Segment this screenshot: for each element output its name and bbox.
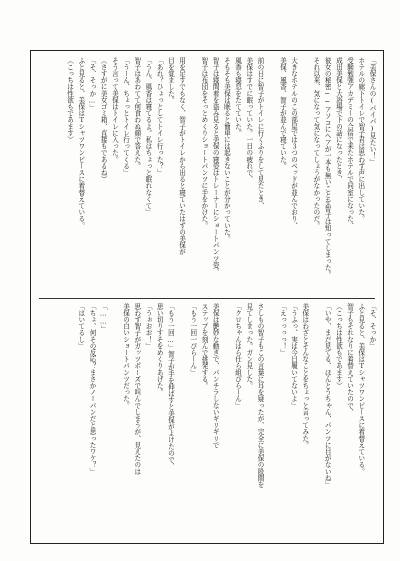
lower-text-line: 「えっっっっ！」 <box>278 303 287 356</box>
upper-text-line: （さすがに美女ゴミ箱、直接もであるね） <box>99 57 108 183</box>
upper-text-line: ふと見ると、美保はＴシャツワンピースに着替えている。 <box>76 57 85 229</box>
lower-text-line: 「うぉおお！」 <box>144 303 152 350</box>
upper-text-line: 「そ、そっか…」 <box>87 57 96 112</box>
upper-text-line: 美保はすでに眠っていた。一日の疲れで、 <box>244 57 253 183</box>
lower-text-line <box>175 303 186 539</box>
upper-text-line: 「うーん、ちょっとトイレ行ってくる」 <box>121 57 130 176</box>
upper-text-line: 受験勉強アカデミーの合宿で来たホテルで同室になった、 <box>345 57 354 229</box>
upper-text-line: 智子は布団をそっとめくりショートパンツに手をかけた。 <box>199 57 208 229</box>
lower-text-line: 「そ、そっか」 <box>368 303 376 350</box>
upper-text-line: それ以来、気になって気になってしょうがなかったのだ。 <box>311 57 320 229</box>
upper-text-line: ホテルの廊下トイレで智子君は思わず声に出していた。 <box>356 57 365 222</box>
section-divider <box>39 298 375 299</box>
lower-text-line: 思い切りすそをめくりあげた。 <box>155 303 164 396</box>
text-block-lower <box>37 303 377 539</box>
lower-text-line <box>108 303 119 539</box>
upper-text-line: 「美保さんの(パイパ)見たい！」 <box>368 57 376 166</box>
lower-text-line: ふと見ると、美保はＴシャツワンピースに着替えている。 <box>356 303 365 475</box>
lower-text-line: ステップを刻んで挑発する。 <box>200 303 208 389</box>
upper-text-line: 「うん、風香は寝てるよ。私はちょっと眠れなくて」 <box>143 57 152 216</box>
upper-text-line: 智子はあわてて何食わぬ顔で答えた。 <box>132 57 141 170</box>
lower-text-line <box>265 303 276 539</box>
upper-text-line: 前の日に智子がトイレに行くふりをして見たとき、 <box>256 57 264 209</box>
upper-text-line: 「あれ？ひょっとしてトイレ行った？」 <box>155 57 164 176</box>
lower-text-line <box>310 303 321 539</box>
lower-text-line: 美保は艶妙な動きで、パンチラしないギリギリで <box>211 303 220 449</box>
lower-text-line <box>220 303 231 539</box>
lower-text-line: 「もう一回一ぴらーん」 <box>188 303 197 376</box>
upper-text-line <box>299 57 310 295</box>
lower-text-line: 見てしまった。ガン見した。 <box>244 303 253 389</box>
upper-text-line: 風香も寝息をたてていた。 <box>233 57 242 137</box>
text-block-upper <box>37 57 377 295</box>
lower-text-line: 「……」 <box>99 303 108 333</box>
upper-text-line: （こっちは性欲もであます） <box>65 57 74 143</box>
upper-text-line: 智子は寝間着を盗み見ると美保の寝姿はトレーナーにショートパンツ姿。 <box>211 57 220 275</box>
upper-text-line: 成田美保と大浴場で下の話になったとき、 <box>334 57 343 183</box>
lower-text-line: 「もう一回…」智子が手を伸ばすと美保がよけたので、 <box>166 303 175 470</box>
lower-text-line: 「はいてるし」 <box>76 303 85 350</box>
text-frame <box>30 50 384 544</box>
upper-text-line <box>187 57 198 295</box>
lower-text-line: 思わず智子がガッツポーズで叫んでしまうが、見えたのは <box>132 303 141 475</box>
lower-text-line: 「クロちゃんはら仕ら組ぴらーん」 <box>233 303 242 409</box>
upper-text-line: 大きなホテルのこの部屋では３つのベッドが並んでおり、 <box>289 57 298 229</box>
upper-text-line: 美保、風香、智子が並んで寝ていた。 <box>278 57 287 170</box>
upper-text-line: そう言って美保はトイレに入った。 <box>110 57 119 163</box>
lower-text-line: 「うふっ、実は今日履いてないよ」 <box>289 303 298 409</box>
upper-text-line: 彼女の秘密──アソコにヘアが一本も無いことを智子は知ってしまった。 <box>323 57 332 278</box>
lower-text-line: 「いや、まだ見てる、ほんとうちゃん、パンツに目がないね」 <box>323 303 332 488</box>
lower-text-line: 美保はわざとそんなことをちょっと言ってみた。 <box>300 303 309 449</box>
lower-text-line: 美保の白いショートパンツだった。 <box>121 303 130 409</box>
lower-text-line: さしもの智子もこの言葉に耳を疑ったが、完全に美保の股間を <box>256 303 264 488</box>
upper-text-line: 目を覚ました。 <box>166 57 175 104</box>
upper-text-line: 用を足すでもなく、智子がトイレから出ると寝ていたはずの美保が <box>177 57 186 255</box>
upper-text-line <box>265 57 276 295</box>
lower-text-line: （こっちは性欲もであます） <box>334 303 343 389</box>
lower-text-line: 「ちょ、何その反応？まさかノーパンだと思ったワケ？」 <box>88 303 96 475</box>
lower-text-line: 智子もそれなりに着替えていたので、 <box>345 303 354 416</box>
upper-text-line: そもそも美保は眠ると簡単には起きないことが分かっていた。 <box>222 57 231 242</box>
